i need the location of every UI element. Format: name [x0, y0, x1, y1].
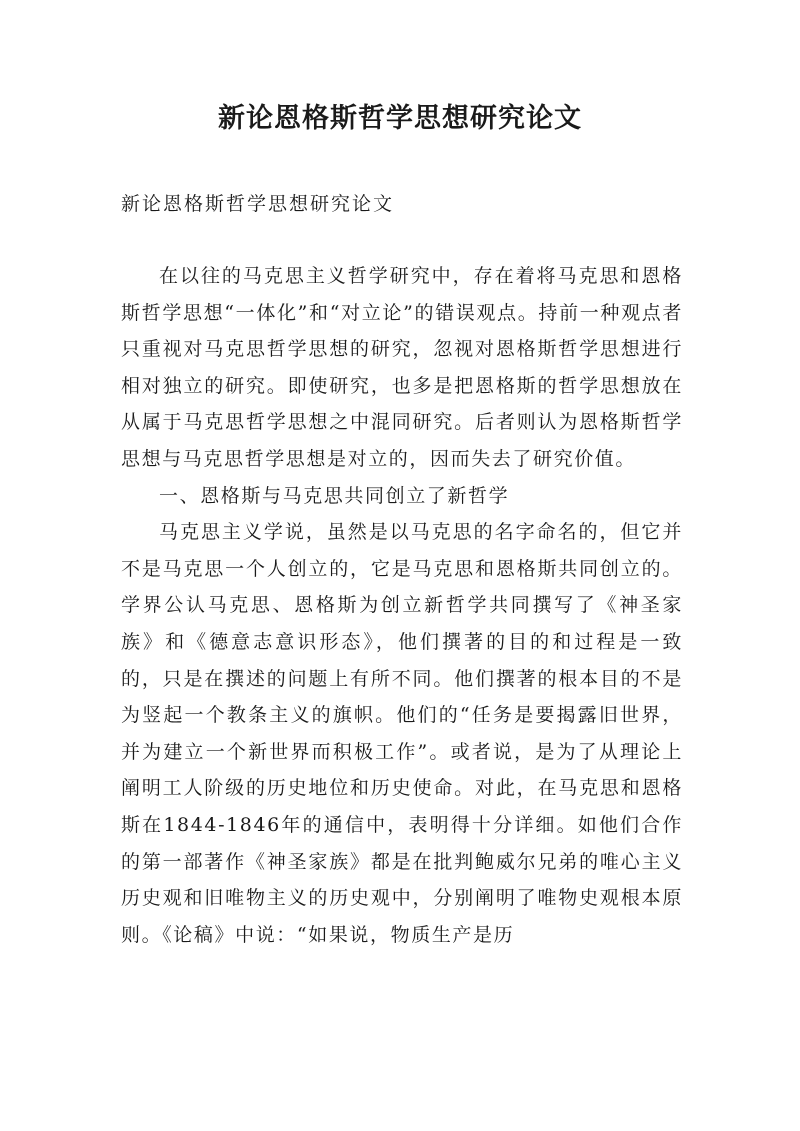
- paragraph-section-1: 马克思主义学说，虽然是以马克思的名字命名的，但它并不是马克思一个人创立的，它是马克思和恩格斯共同创立的。学界公认马克思、恩格斯为创立新哲学共同撰写了《神圣家族》和《德意志意识形态》，他们撰著的目的和过程是一致的，只是在撰述的问题上有所不同。他们撰著的根本目的不是为竖起一个教条主义的旗帜。他们的“任务是要揭露旧世界，并为建立一个新世界而积极工作”。或者说，是为了从理论上阐明工人阶级的历史地位和历史使命。对此，在马克思和恩格斯在1844-1846年的通信中，表明得十分详细。如他们合作的第一部著作《神圣家族》都是在批判鲍威尔兄弟的唯心主义历史观和旧唯物主义的历史观中，分别阐明了唯物史观根本原则。《论稿》中说：“如果说，物质生产是历: [121, 521, 683, 946]
- paragraph-intro: 在以往的马克思主义哲学研究中，存在着将马克思和恩格斯哲学思想“一体化”和“对立论”的错误观点。持前一种观点者只重视对马克思哲学思想的研究，忽视对恩格斯哲学思想进行相对独立的研究。即使研究，也多是把恩格斯的哲学思想放在从属于马克思哲学思想之中混同研究。后者则认为恩格斯哲学思想与马克思哲学思想是对立的，因而失去了研究价值。: [121, 265, 683, 470]
- section-heading-1: 一、恩格斯与马克思共同创立了新哲学: [159, 484, 510, 507]
- document-subtitle: 新论恩格斯哲学思想研究论文: [121, 193, 395, 215]
- document-body: [121, 258, 683, 953]
- document-title: 新论恩格斯哲学思想研究论文: [218, 103, 582, 134]
